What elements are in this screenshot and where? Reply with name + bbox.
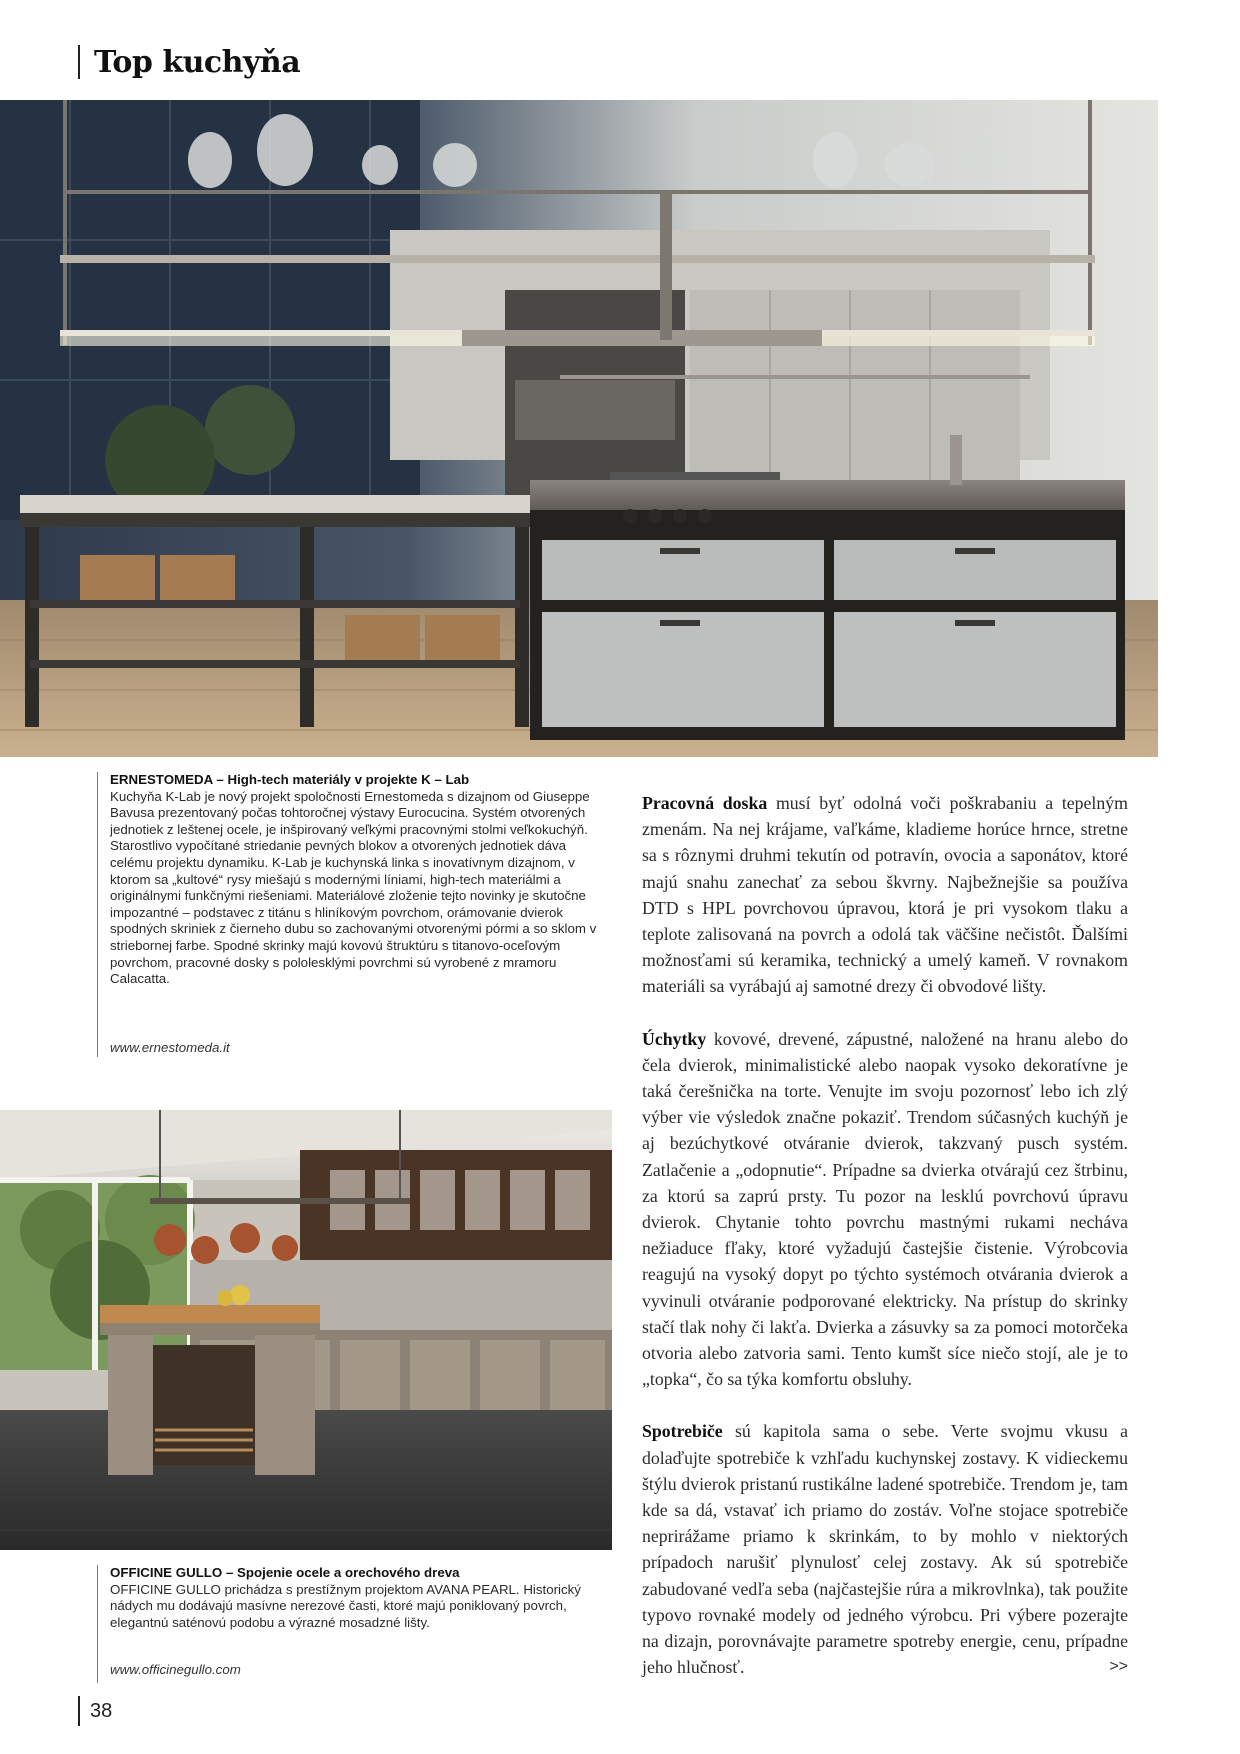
caption-ernestomeda [97,772,609,1057]
kitchen-photo-officine-gullo [0,1110,612,1550]
paragraph-lead: Úchytky [642,1028,707,1049]
paragraph-spotrebice [642,1418,1128,1680]
continue-marker: >> [1109,1658,1128,1676]
page-footer [78,1696,112,1726]
caption-rule [97,1565,98,1683]
paragraph-pracovna-doska [642,790,1128,1000]
caption-url: www.ernestomeda.it [110,1040,230,1055]
paragraph-text: kovové, drevené, zápustné, naložené na hranu alebo do čela dvierok, minimalistické alebo naopak vysoko dekoratívne je taká čerešnička na torte. Venujte im svoju pozornosť lebo ich zlý výber vie výsledok značne pokaziť. Trendom súčasných kuchýň je aj bezúchytkové otváranie dvierok, takzvaný pusch systém. Zatlačenie a „odopnutie“. Prípadne sa dvierka otvárajú cez štrbinu, za ktorú sa zaprú prsty. Tu pozor na lesklú povrchovú úpravu dvierok. Chytanie tohto povrchu mastnými rukami necháva nežiaduce fľaky, ktoré vyžadujú častejšie čistenie. Výrobcovia reagujú na vysoký dopyt po týchto systémoch otvárania dvierok a vyvinuli otváranie podporované elektricky. Na prístup do skrinky stačí tlak nohy či lakťa. Dvierka a zásuvky sa za pomoci motorčeka otvoria alebo zatvoria sami. Tento kumšt síce niečo stojí, ale je to „topka“, čo sa týka komfortu obsluhy. [642,1028,1128,1390]
paragraph-lead: Spotrebiče [642,1421,723,1442]
caption-body: OFFICINE GULLO prichádza s prestížnym projektom AVANA PEARL. Historický nádych mu dodávajú masívne nerezové časti, ktoré majú poniklovaný povrch, elegantnú saténovú podobu a výrazné mosadzné lišty. [110,1581,581,1630]
caption-body: Kuchyňa K-Lab je nový projekt spoločnosti Ernestomeda s dizajnom od Giuseppe Bavusa prezentovaný počas tohtoročnej výstavy Eurocucina. Systém otvorených jednotiek z leštenej ocele, je inšpirovaný veľkými pracovnými stolmi veľkokuchýň. Starostlivo vypočítané striedanie pevných blokov a otvorených jednotiek dáva celému projektu dynamiku. K-Lab je kuchynská linka s inovatívnym dizajnom, v ktorom sa „kultové“ rysy miešajú s modernými líniami, high-tech materiálmi a originálnymi funkčnými riešeniami. Materiálové zloženie tejto novinky je skutočne impozantné – podstavec z titánu s hliníkovým povrchom, orámovanie dvierok spodných skriniek z čierneho dubu so zachovanými otvorenými pórmi a so sklom v striebornej farbe. Spodné skrinky majú kovovú štruktúru s titanovo-oceľovým povrchom, pracovné dosky s pololesklými povrchmi sú vyrobené z mramoru Calacatta. [110,788,597,987]
caption-url: www.officinegullo.com [110,1662,241,1677]
caption-title: OFFICINE GULLO – Spojenie ocele a orechového dreva [110,1565,460,1580]
caption-title: ERNESTOMEDA – High-tech materiály v projekte K – Lab [110,772,470,787]
page-number: 38 [90,1699,113,1722]
footer-divider [78,1696,80,1726]
section-title: Top kuchyňa [94,44,301,80]
kitchen-photo-ernestomeda [0,100,1158,757]
paragraph-uchytky [642,1026,1128,1393]
caption-rule [97,772,98,1057]
article-body [642,790,1128,1707]
paragraph-text: sú kapitola sama o sebe. Verte svojmu vkusu a dolaďujte spotrebiče k vzhľadu kuchynskej zostavy. K vidieckemu štýlu dvierok pristanú rustikálne ladené spotrebiče. Trendom je, tam kde sa dá, vstavať ich priamo do zostáv. Voľne stojace spotrebiče neprirážame priamo k skrinkám, to by mohlo v niektorých prípadoch narušiť plynulosť celej zostavy. Ak sú spotrebiče zabudované vedľa seba (najčastejšie rúra a mikrovlnka), tak použite typovo rovnaké modely od jedného výrobcu. Pri výbere pozerajte na dizajn, porovnávajte parametre spotreby energie, cenu, prípadne jeho hlučnosť. [642,1421,1128,1678]
caption-officine-gullo [97,1565,609,1683]
paragraph-text: musí byť odolná voči poškrabaniu a tepelným zmenám. Na nej krájame, vaľkáme, kladieme horúce hrnce, stretne sa s rôznymi druhmi tekutín od potravín, ovocia a saponátov, ktoré majú snahu zanechať za sebou škvrny. Najbežnejšie sa používa DTD s HPL povrchovou úpravou, ktorá je pri vysokom tlaku a teplote zalisovaná na povrch a odolá tak väčšine nečistôt. Ďalšími možnosťami sú keramika, technický a umelý kameň. V rovnakom materiáli sa vyrábajú aj samotné drezy či obvodové lišty. [642,793,1128,997]
paragraph-lead: Pracovná doska [642,793,768,813]
header-divider [78,45,80,79]
page-header [78,42,300,82]
